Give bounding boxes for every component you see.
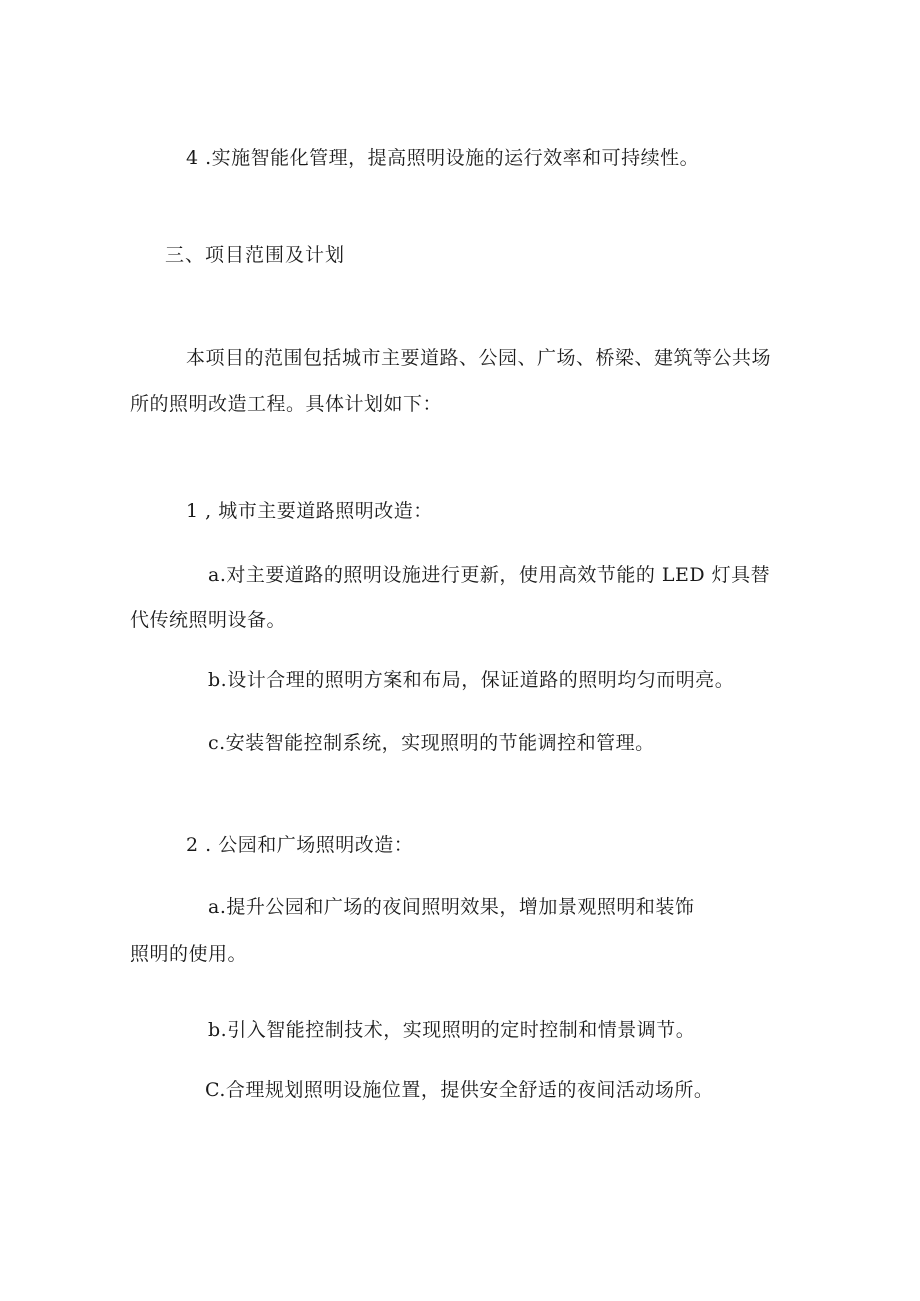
plan-1-item-a-line-2: 代传统照明设备。 [130,609,287,631]
plan-1-item-b: b.设计合理的照明方案和布局，保证道路的照明均匀而明亮。 [208,669,735,691]
plan-2-item-b: b.引入智能控制技术，实现照明的定时控制和情景调节。 [208,1019,696,1041]
plan-1-item-c: c.安装智能控制系统，实现照明的节能调控和管理。 [208,732,655,754]
plan-1-item-a-line-1: a.对主要道路的照明设施进行更新，使用高效节能的 LED 灯具替 [208,564,771,586]
plan-2-item-a-line-1: a.提升公园和广场的夜间照明效果，增加景观照明和装饰 [208,896,695,918]
plan-2-item-c: C.合理规划照明设施位置，提供安全舒适的夜间活动场所。 [205,1079,714,1101]
intro-paragraph-line-1: 本项目的范围包括城市主要道路、公园、广场、桥梁、建筑等公共场 [186,347,772,369]
list-item-4: 4 .实施智能化管理，提高照明设施的运行效率和可持续性。 [186,147,700,169]
plan-1-title: 1 , 城市主要道路照明改造： [186,500,433,522]
section-heading: 三、项目范围及计划 [165,244,346,266]
intro-paragraph-line-2: 所的照明改造工程。具体计划如下： [130,393,443,415]
plan-2-item-a-line-2: 照明的使用。 [130,943,248,965]
plan-2-title: 2 . 公园和广场照明改造： [186,834,414,856]
